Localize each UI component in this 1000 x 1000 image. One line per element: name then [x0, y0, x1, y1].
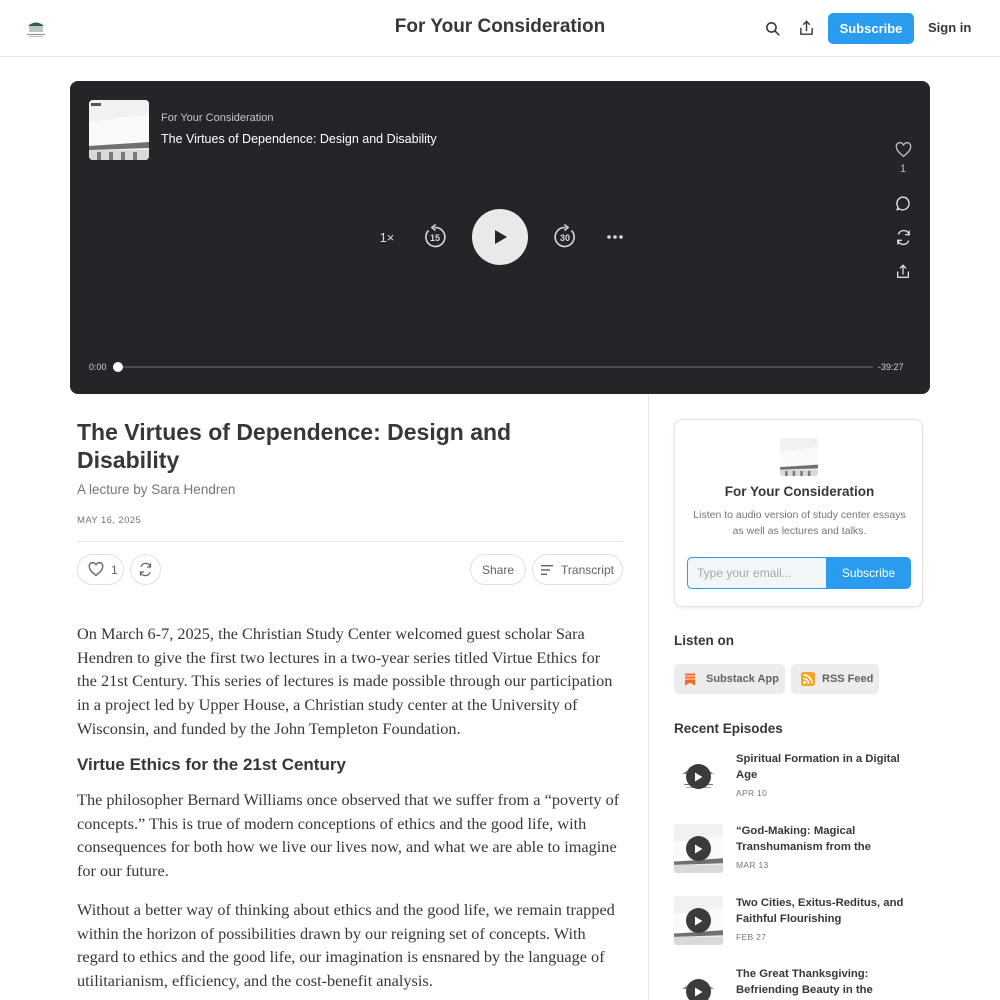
listen-on-heading: Listen on	[674, 633, 734, 648]
audio-player	[70, 81, 930, 394]
progress-track[interactable]	[117, 366, 873, 368]
progress-scrubber-handle[interactable]	[113, 362, 123, 372]
body-paragraph: Without a better way of thinking about ethics and the good life, we remain trapped within the horizon of possibilities drawn by our reigning set of concepts. With regard to ethics and the good life, our imagination is ensnared by the language of utilitarianism, efficiency, and the cost-benefit analysis.	[77, 900, 615, 991]
play-icon[interactable]	[686, 908, 711, 933]
subscribe-button[interactable]: Subscribe	[828, 13, 914, 44]
rss-feed-button[interactable]	[791, 664, 879, 694]
skip-forward-button[interactable]	[550, 222, 580, 252]
card-subscribe-button[interactable]: Subscribe	[826, 557, 911, 589]
recent-episode-item[interactable]	[674, 824, 924, 880]
recent-episodes-heading: Recent Episodes	[674, 721, 783, 736]
play-icon[interactable]	[686, 764, 711, 789]
post-date: MAY 16, 2025	[77, 515, 142, 526]
rss-icon	[801, 672, 815, 686]
recent-episode-item[interactable]	[674, 967, 924, 1000]
search-icon[interactable]	[760, 16, 784, 40]
share-icon[interactable]	[794, 16, 818, 40]
substack-app-button[interactable]	[674, 664, 785, 694]
player-episode-title: The Virtues of Dependence: Design and Disability	[161, 132, 437, 146]
time-elapsed: 0:00	[89, 362, 107, 372]
recent-episode-item[interactable]	[674, 752, 924, 808]
skip-forward-label: 30	[559, 233, 571, 243]
share-icon[interactable]	[892, 261, 914, 283]
restack-icon[interactable]	[892, 226, 914, 248]
substack-icon	[684, 673, 696, 686]
episode-title[interactable]: “God-Making: Magical Transhumanism from the	[736, 825, 871, 853]
episode-date: APR 10	[736, 788, 768, 798]
restack-button[interactable]	[130, 554, 161, 585]
skip-back-label: 15	[429, 233, 441, 243]
post-subtitle: A lecture by Sara Hendren	[77, 482, 236, 497]
player-like-count: 1	[899, 163, 907, 175]
body-paragraph: The philosopher Bernard Williams once observed that we suffer from a “poverty of concepts.” This is true of modern conceptions of ethics and the good life, with consequences for both how we live our lives now, and what we are able to imagine for our future.	[77, 790, 620, 881]
section-heading: Virtue Ethics for the 21st Century	[77, 755, 346, 774]
restack-icon	[138, 562, 153, 577]
top-navigation-bar	[0, 0, 1000, 57]
episode-date: FEB 27	[736, 932, 767, 942]
column-divider	[648, 394, 649, 1000]
sign-in-link[interactable]: Sign in	[928, 20, 972, 35]
publication-cover-image	[780, 438, 818, 476]
card-title: For Your Consideration	[724, 484, 875, 499]
episode-date: MAR 13	[736, 860, 769, 870]
playback-speed-button[interactable]: 1×	[379, 229, 395, 245]
email-input[interactable]	[687, 557, 827, 589]
episode-title[interactable]: The Great Thanksgiving: Befriending Beauty in the	[736, 968, 873, 996]
like-count: 1	[111, 562, 118, 577]
divider	[77, 541, 623, 542]
play-icon	[491, 228, 509, 246]
lines-icon	[541, 565, 553, 575]
rss-feed-label: RSS Feed	[822, 673, 874, 685]
recent-episode-item[interactable]	[674, 896, 924, 952]
episode-thumbnail	[674, 752, 723, 801]
post-title: The Virtues of Dependence: Design and Disability	[77, 419, 512, 473]
episode-thumbnail	[674, 967, 723, 1000]
episode-title[interactable]: Two Cities, Exitus-Reditus, and Faithful Flourishing	[736, 897, 904, 925]
episode-title[interactable]: Spiritual Formation in a Digital Age	[736, 753, 900, 781]
body-paragraph: On March 6-7, 2025, the Christian Study Center welcomed guest scholar Sara Hendren to give the first two lectures in a two-year series titled Virtue Ethics for the 21st Century. This series of lectures is made possible through our participation in a project led by Upper House, a Christian study center at the University of Wisconsin, and funded by the John Templeton Foundation.	[77, 624, 613, 738]
more-options-icon[interactable]	[603, 227, 627, 247]
comment-icon[interactable]	[892, 192, 914, 214]
play-button[interactable]	[472, 209, 528, 265]
subscribe-card	[674, 419, 923, 607]
skip-back-button[interactable]	[420, 222, 450, 252]
transcript-button[interactable]	[532, 554, 623, 585]
play-icon[interactable]	[686, 979, 711, 1000]
play-icon[interactable]	[686, 836, 711, 861]
share-button[interactable]: Share	[470, 554, 526, 585]
card-description: Listen to audio version of study center essays as well as lectures and talks.	[693, 509, 906, 537]
transcript-label: Transcript	[561, 562, 614, 577]
heart-icon	[88, 562, 104, 577]
site-title: For Your Consideration	[394, 16, 606, 37]
episode-thumbnail	[674, 824, 723, 873]
episode-thumbnail	[674, 896, 723, 945]
substack-app-label: Substack App	[706, 673, 779, 685]
time-remaining: -39:27	[878, 362, 904, 372]
player-show-name: For Your Consideration	[161, 112, 274, 124]
like-button[interactable]	[77, 554, 124, 585]
episode-cover-image	[89, 100, 149, 160]
heart-icon[interactable]	[892, 139, 914, 161]
publication-logo[interactable]	[24, 17, 48, 39]
